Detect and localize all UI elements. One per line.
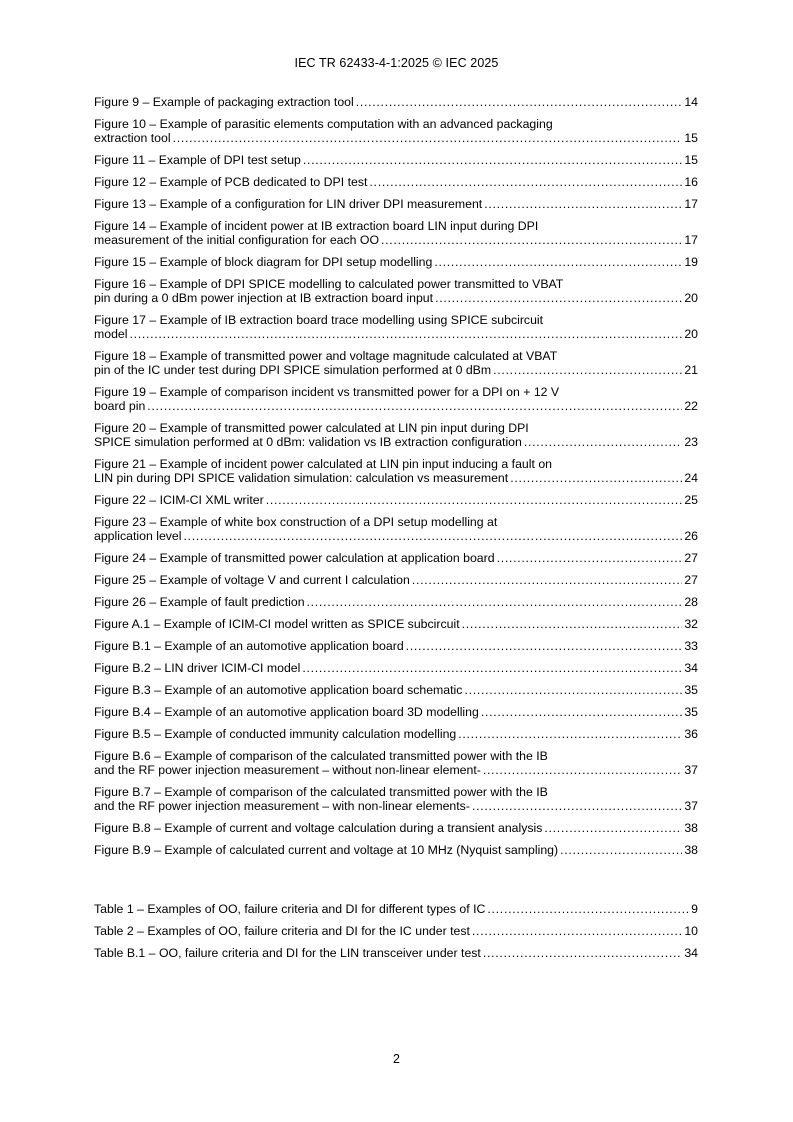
dot-leader	[462, 617, 683, 631]
entry-title-text: Figure B.4 – Example of an automotive application board 3D modelling	[94, 705, 479, 719]
entry-title-text: Figure 13 – Example of a configuration for LIN driver DPI measurement	[94, 197, 483, 211]
entry-title-text: Table B.1 – OO, failure criteria and DI for the LIN transceiver under test	[94, 946, 481, 960]
dot-leader	[406, 639, 683, 653]
dot-leader	[493, 363, 682, 377]
entry-page-number: 27	[684, 573, 698, 587]
entry-title-text: and the RF power injection measurement – with non-linear elements-	[94, 799, 470, 813]
toc-table-entry[interactable]	[94, 924, 698, 938]
entry-title-text: Figure 15 – Example of block diagram for DPI setup modelling	[94, 255, 433, 269]
entry-page-number: 26	[684, 529, 698, 543]
dot-leader	[434, 255, 682, 269]
dot-leader	[184, 529, 683, 543]
toc-figure-entry[interactable]	[94, 515, 698, 543]
entry-title-text: Figure A.1 – Example of ICIM-CI model written as SPICE subcircuit	[94, 617, 460, 631]
toc-figure-entry[interactable]	[94, 727, 698, 741]
dot-leader	[472, 924, 682, 938]
entry-title-text: Figure 20 – Example of transmitted power calculated at LIN pin input during DPI	[94, 421, 529, 435]
entry-page-number: 36	[684, 727, 698, 741]
page-number: 2	[393, 1052, 400, 1066]
entry-page-number: 16	[684, 175, 698, 189]
entry-title-text: Figure 23 – Example of white box construction of a DPI setup modelling at	[94, 515, 498, 529]
toc-figure-entry[interactable]	[94, 617, 698, 631]
toc-figure-entry[interactable]	[94, 421, 698, 449]
dot-leader	[484, 197, 682, 211]
entry-page-number: 38	[684, 821, 698, 835]
toc-figure-entry[interactable]	[94, 385, 698, 413]
entry-title-text: Figure 11 – Example of DPI test setup	[94, 153, 301, 167]
entry-page-number: 9	[691, 902, 698, 916]
dot-leader	[303, 153, 682, 167]
toc-figure-entry[interactable]	[94, 457, 698, 485]
entry-title-text: Figure 10 – Example of parasitic elements computation with an advanced packaging	[94, 117, 553, 131]
entry-title-text: Figure 18 – Example of transmitted power and voltage magnitude calculated at VBAT	[94, 349, 558, 363]
entry-title-text: Figure 24 – Example of transmitted power calculation at application board	[94, 551, 495, 565]
entry-page-number: 17	[684, 233, 698, 247]
entry-title-text: Figure 9 – Example of packaging extraction tool	[94, 95, 354, 109]
toc-figure-entry[interactable]	[94, 175, 698, 189]
entry-page-number: 24	[684, 471, 698, 485]
dot-leader	[369, 175, 682, 189]
dot-leader	[412, 573, 683, 587]
entry-page-number: 20	[684, 327, 698, 341]
dot-leader	[472, 799, 682, 813]
entry-page-number: 21	[684, 363, 698, 377]
toc-figure-entry[interactable]	[94, 639, 698, 653]
entry-page-number: 19	[684, 255, 698, 269]
entry-title-text: Figure B.3 – Example of an automotive application board schematic	[94, 683, 463, 697]
toc-table-entry[interactable]	[94, 946, 698, 960]
toc-figure-entry[interactable]	[94, 313, 698, 341]
entry-title-text: Figure 21 – Example of incident power calculated at LIN pin input inducing a fault on	[94, 457, 552, 471]
entry-page-number: 28	[684, 595, 698, 609]
toc-table-entry[interactable]	[94, 902, 698, 916]
dot-leader	[483, 763, 682, 777]
dot-leader	[147, 399, 682, 413]
entry-page-number: 17	[684, 197, 698, 211]
entry-title-text: Figure B.6 – Example of comparison of the calculated transmitted power with the IB	[94, 749, 548, 763]
toc-figure-entry[interactable]	[94, 153, 698, 167]
dot-leader	[483, 946, 682, 960]
toc-figure-entry[interactable]	[94, 683, 698, 697]
toc-figure-entry[interactable]	[94, 595, 698, 609]
entry-page-number: 33	[684, 639, 698, 653]
entry-page-number: 20	[684, 291, 698, 305]
toc-figure-entry[interactable]	[94, 705, 698, 719]
entry-page-number: 35	[684, 683, 698, 697]
entry-page-number: 25	[684, 493, 698, 507]
entry-page-number: 34	[684, 946, 698, 960]
entry-title-text: board pin	[94, 399, 146, 413]
entry-title-text: application level	[94, 529, 182, 543]
entry-title-text: Figure B.5 – Example of conducted immunity calculation modelling	[94, 727, 457, 741]
toc-figure-entry[interactable]	[94, 749, 698, 777]
toc-figure-entry[interactable]	[94, 197, 698, 211]
entry-page-number: 32	[684, 617, 698, 631]
toc-figure-entry[interactable]	[94, 843, 698, 857]
toc-figure-entry[interactable]	[94, 551, 698, 565]
dot-leader	[130, 327, 683, 341]
toc-figure-entry[interactable]	[94, 349, 698, 377]
entry-page-number: 15	[684, 131, 698, 145]
entry-title-text: Figure 19 – Example of comparison incident vs transmitted power for a DPI on + 12 V	[94, 385, 560, 399]
toc-figure-entry[interactable]	[94, 95, 698, 109]
dot-leader	[560, 843, 682, 857]
entry-title-text: Figure 14 – Example of incident power at IB extraction board LIN input during DPI	[94, 219, 539, 233]
toc-figure-entry[interactable]	[94, 219, 698, 247]
dot-leader	[464, 683, 682, 697]
dot-leader	[544, 821, 682, 835]
dot-leader	[302, 661, 682, 675]
entry-title-text: Figure 12 – Example of PCB dedicated to DPI test	[94, 175, 368, 189]
entry-page-number: 23	[684, 435, 698, 449]
dot-leader	[381, 233, 682, 247]
entry-page-number: 37	[684, 763, 698, 777]
dot-leader	[307, 595, 683, 609]
toc-figure-entry[interactable]	[94, 493, 698, 507]
entry-title-text: Figure B.7 – Example of comparison of the calculated transmitted power with the IB	[94, 785, 548, 799]
dot-leader	[356, 95, 683, 109]
toc-figure-entry[interactable]	[94, 785, 698, 813]
entry-title-text: pin of the IC under test during DPI SPICE simulation performed at 0 dBm	[94, 363, 492, 377]
dot-leader	[481, 705, 682, 719]
entry-title-text: pin during a 0 dBm power injection at IB extraction board input	[94, 291, 434, 305]
toc-figure-entry[interactable]	[94, 661, 698, 675]
toc-figure-entry[interactable]	[94, 573, 698, 587]
list-of-tables	[94, 902, 698, 968]
entry-title-text: Figure 22 – ICIM-CI XML writer	[94, 493, 264, 507]
entry-title-text: Figure B.9 – Example of calculated current and voltage at 10 MHz (Nyquist sampling)	[94, 843, 559, 857]
entry-title-text: extraction tool	[94, 131, 171, 145]
entry-title-text: Figure 17 – Example of IB extraction board trace modelling using SPICE subcircuit	[94, 313, 544, 327]
entry-title-text: SPICE simulation performed at 0 dBm: validation vs IB extraction configuration	[94, 435, 522, 449]
entry-title-text: Table 2 – Examples of OO, failure criteria and DI for the IC under test	[94, 924, 470, 938]
entry-page-number: 34	[684, 661, 698, 675]
entry-page-number: 22	[684, 399, 698, 413]
toc-figure-entry[interactable]	[94, 277, 698, 305]
dot-leader	[510, 471, 682, 485]
dot-leader	[458, 727, 682, 741]
entry-title-text: model	[94, 327, 128, 341]
entry-page-number: 35	[684, 705, 698, 719]
dot-leader	[497, 551, 683, 565]
entry-title-text: Table 1 – Examples of OO, failure criteria and DI for different types of IC	[94, 902, 486, 916]
entry-page-number: 10	[684, 924, 698, 938]
dot-leader	[173, 131, 683, 145]
entry-title-text: Figure B.1 – Example of an automotive application board	[94, 639, 404, 653]
entry-title-text: Figure 25 – Example of voltage V and current I calculation	[94, 573, 410, 587]
entry-page-number: 27	[684, 551, 698, 565]
dot-leader	[266, 493, 683, 507]
entry-title-text: Figure B.2 – LIN driver ICIM-CI model	[94, 661, 301, 675]
entry-title-text: Figure 26 – Example of fault prediction	[94, 595, 305, 609]
entry-page-number: 15	[684, 153, 698, 167]
entry-title-text: Figure 16 – Example of DPI SPICE modelling to calculated power transmitted to VBAT	[94, 277, 564, 291]
toc-figure-entry[interactable]	[94, 117, 698, 145]
entry-page-number: 14	[684, 95, 698, 109]
entry-page-number: 38	[684, 843, 698, 857]
dot-leader	[435, 291, 682, 305]
toc-figure-entry[interactable]	[94, 255, 698, 269]
page-header: IEC TR 62433-4-1:2025 © IEC 2025	[294, 56, 499, 70]
dot-leader	[524, 435, 682, 449]
entry-title-text: LIN pin during DPI SPICE validation simulation: calculation vs measurement	[94, 471, 509, 485]
entry-title-text: Figure B.8 – Example of current and voltage calculation during a transient analysis	[94, 821, 543, 835]
dot-leader	[487, 902, 689, 916]
entry-title-text: and the RF power injection measurement – without non-linear element-	[94, 763, 481, 777]
toc-figure-entry[interactable]	[94, 821, 698, 835]
list-of-figures	[94, 95, 698, 865]
entry-page-number: 37	[684, 799, 698, 813]
entry-title-text: measurement of the initial configuration for each OO	[94, 233, 380, 247]
